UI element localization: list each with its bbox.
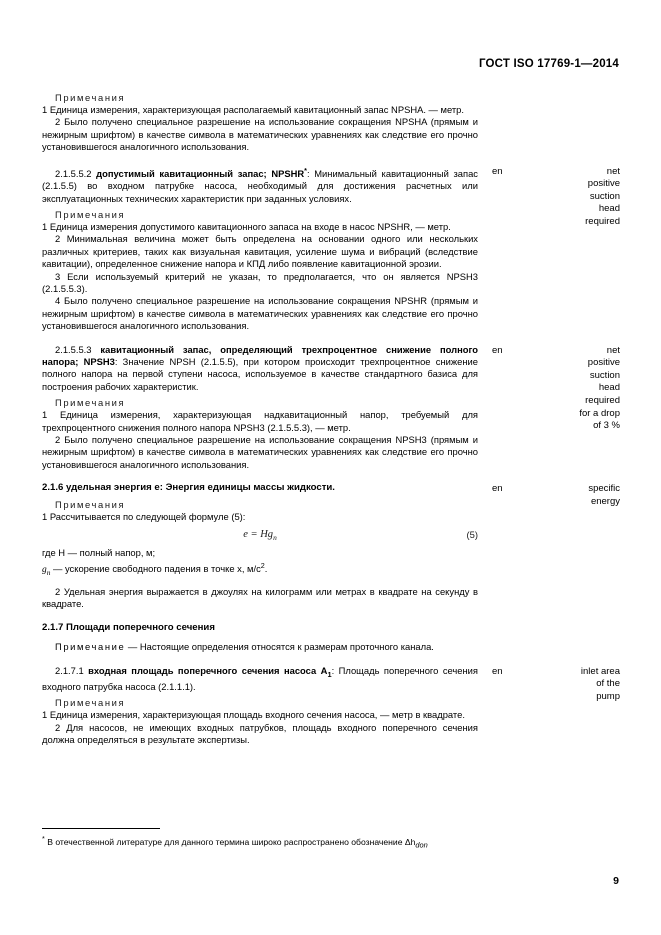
page-number: 9 <box>613 875 619 887</box>
definition-paragraph <box>42 344 478 394</box>
clause-number: 2.1.5.5.3 <box>55 343 92 355</box>
en-term-line: positive <box>587 357 620 369</box>
section-block-2-1-5-5-3 <box>42 344 620 472</box>
en-term-line: net <box>606 165 620 177</box>
lang-tag: en <box>492 344 503 356</box>
notes-label: Примечания <box>55 697 126 709</box>
en-term-line: for a drop <box>579 407 620 419</box>
section-body <box>42 165 478 333</box>
footnote-separator <box>42 828 160 829</box>
formula-row <box>42 529 478 543</box>
en-term-line: pump <box>596 690 620 702</box>
page-content <box>42 88 620 746</box>
section-block-2-1-7 <box>42 622 620 654</box>
where-text: — ускорение свободного падения в точке x, м/с <box>50 562 261 574</box>
en-term-line: required <box>585 395 620 406</box>
definition-paragraph <box>42 482 478 494</box>
note-item: 1 Единица измерения, характеризующая площадь входного сечения насоса, — метр в квадрате. <box>42 709 465 721</box>
footnote-ref: * <box>304 165 307 175</box>
en-term-line: suction <box>589 369 620 381</box>
symbol-subscript: n <box>46 567 51 577</box>
footnote-text: В отечественной литературе для данного термина широко распространено обозначение Δh <box>44 837 416 848</box>
section-heading <box>42 622 478 634</box>
en-term <box>522 622 620 623</box>
formula-subscript: n <box>273 533 277 543</box>
formula-where-line: где H — полный напор, м; <box>42 547 156 559</box>
en-term-line: net <box>606 344 620 356</box>
section-block-2-1-6 <box>42 482 620 610</box>
en-term-line: head <box>598 382 620 394</box>
section-body <box>42 344 478 472</box>
section-body <box>42 482 478 610</box>
note-item: 3 Если используемый критерий не указан, то предполагается, что он является NPSH3 (2.1.5.5.3). <box>42 270 478 294</box>
note-text: — Настоящие определения относятся к размерам проточного канала. <box>125 641 434 653</box>
formula-text: e = Hg <box>243 529 274 541</box>
clause-number: 2.1.6 <box>42 482 64 494</box>
term-name: допустимый кавитационный запас; NPSHR <box>96 167 305 179</box>
term-subscript: 1 <box>327 669 332 679</box>
note-item: 2 Для насосов, не имеющих входных патрубков, площадь входного поперечного сечения должна определяться в результате экспертизы. <box>42 721 478 746</box>
section-body <box>42 665 478 747</box>
en-term-line: suction <box>589 190 620 202</box>
definition-paragraph <box>42 665 478 694</box>
where-exponent: 2 <box>260 560 265 570</box>
en-term <box>522 665 620 704</box>
definition-text: : Значение NPSH (2.1.5.5), при котором происходит трехпроцентное снижение полного напора на первой ступени насоса, используемое в качестве стандартного базиса для построения рабочих характеристик. <box>42 356 478 392</box>
clause-number: 2.1.5.5.2 <box>55 167 92 179</box>
en-term <box>522 165 620 229</box>
en-term <box>522 88 620 89</box>
symbol: g <box>42 564 47 575</box>
definition-text: : Энергия единицы массы жидкости. <box>159 482 335 494</box>
note-item: 2 Минимальная величина может быть определена на основании одного или нескольких различных критериев, таких как визуальная кавитация, усиление шума и вибраций (вследствие кавитации), определенное снижение напора и КПД либо появление кавитационной эрозии. <box>42 233 478 270</box>
formula-where-line <box>42 560 478 579</box>
notes-label: Примечания <box>55 397 126 409</box>
en-term-line: energy <box>590 495 620 507</box>
section-block-2-1-5-5-2 <box>42 165 620 333</box>
en-term-line: inlet area <box>580 665 620 677</box>
lang-tag <box>478 88 522 89</box>
lang-tag <box>478 622 522 623</box>
page-header-standard-number: ГОСТ ISO 17769-1—2014 <box>478 58 619 70</box>
note-item: 4 Было получено специальное разрешение на использование сокращения NPSHR (прямым и нежирным шрифтом) в качестве символа в математических уравнениях как следствие его прочно установившегося аналогичного использования. <box>42 295 478 332</box>
lang-tag: en <box>492 165 503 177</box>
term-name: удельная энергия e <box>66 482 160 494</box>
definition-text: : Минимальный кавитационный запас (2.1.5.5) во входном патрубке насоса, необходимый для достижения расчетных или эксплуатационных технических характеристик при заданных условиях. <box>42 167 478 204</box>
section-block-npsha-notes <box>42 88 620 154</box>
footnote-subscript: don <box>415 841 428 850</box>
en-term-line: of the <box>596 678 620 690</box>
where-end: . <box>264 562 268 574</box>
formula-number: (5) <box>466 529 478 541</box>
en-term-line: required <box>585 216 620 227</box>
notes-label: Примечания <box>55 92 126 103</box>
note-item: 1 Рассчитывается по следующей формуле (5): <box>42 510 246 522</box>
note-item: 1 Единица измерения, характеризующая надкавитационный напор, требуемый для трехпроцентного снижения полного напора NPSH3 (2.1.5.5.3), — метр. <box>42 409 478 433</box>
en-term <box>522 344 620 433</box>
section-block-2-1-7-1 <box>42 665 620 747</box>
en-term-line: specific <box>588 483 620 495</box>
notes-label: Примечания <box>55 498 126 510</box>
note-item: 1 Единица измерения допустимого кавитационного запаса на входе в насос NPSHR, — метр. <box>42 220 451 232</box>
lang-tag: en <box>492 483 503 495</box>
lang-tag: en <box>492 665 503 677</box>
note-label: Примечание <box>55 641 126 653</box>
footnote-marker: * <box>42 834 45 844</box>
term-name: Площади поперечного сечения <box>66 621 215 633</box>
note-item: 2 Удельная энергия выражается в джоулях на килограмм или метрах в квадрате на секунду в квадрате. <box>42 585 478 610</box>
term-name: кавитационный запас, определяющий трехпроцентное снижение полного напора; NPSH3 <box>42 343 478 368</box>
clause-number: 2.1.7.1 <box>55 664 84 676</box>
note-item: 1 Единица измерения, характеризующая располагаемый кавитационный запас NPSHA. — метр. <box>42 104 464 115</box>
en-term <box>522 482 620 508</box>
clause-number: 2.1.7 <box>42 621 64 633</box>
en-term-line: positive <box>587 178 620 190</box>
note-item: 2 Было получено специальное разрешение на использование сокращения NPSHA (прямым и нежирным шрифтом) в качестве символа в математических уравнениях как следствие его прочно установившегося аналогичного использования. <box>42 116 478 153</box>
note-paragraph <box>42 641 478 653</box>
section-body <box>42 88 478 154</box>
definition-paragraph <box>42 165 478 205</box>
notes-label: Примечания <box>55 208 126 220</box>
en-term-line: of 3 % <box>593 420 620 432</box>
definition-text: : Площадь поперечного сечения входного патрубка насоса (2.1.1.1). <box>42 664 478 692</box>
term-name: входная площадь поперечного сечения насоса A <box>88 664 328 676</box>
footnote <box>42 833 602 851</box>
section-body <box>42 622 478 654</box>
note-item: 2 Было получено специальное разрешение на использование сокращения NPSH3 (прямым и нежирным шрифтом) в качестве символа в математических уравнениях как следствие его прочно установившегося аналогичного использования. <box>42 434 478 470</box>
en-term-line: head <box>598 203 620 215</box>
